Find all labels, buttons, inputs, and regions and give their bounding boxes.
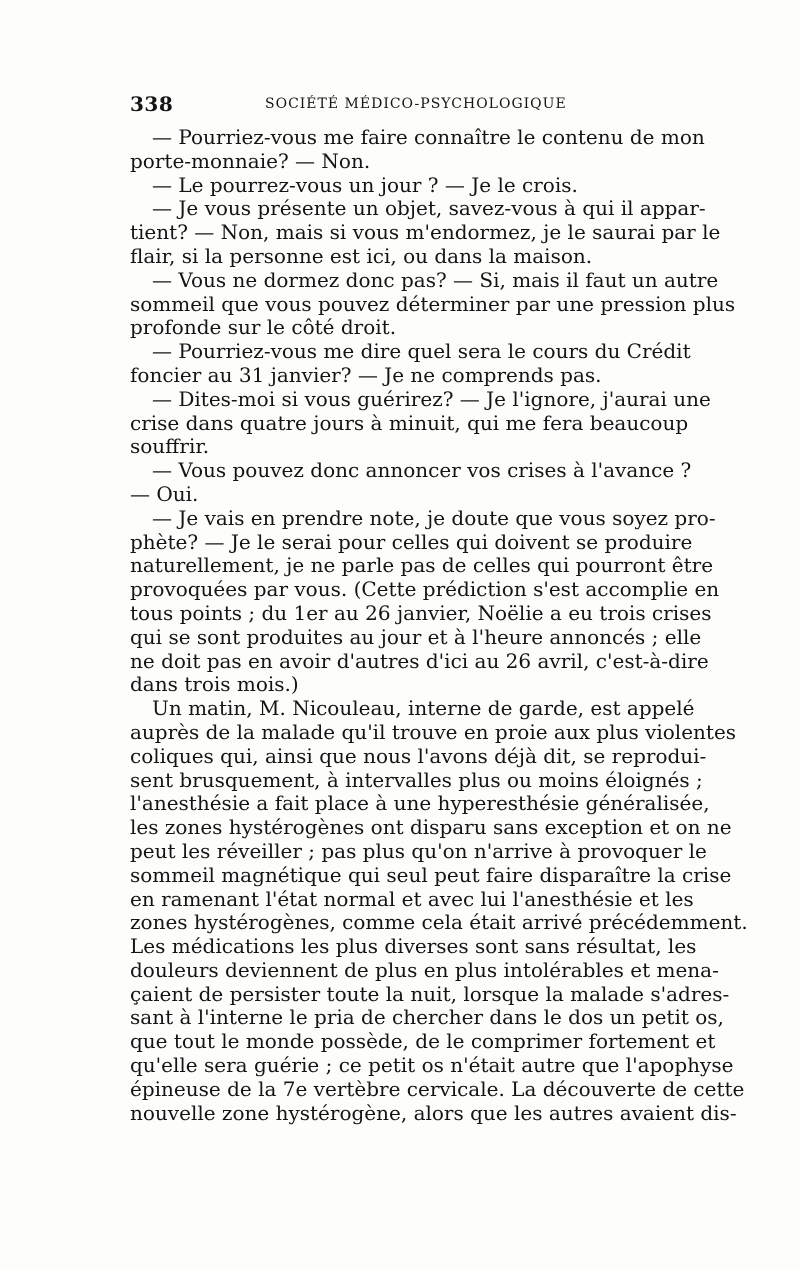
- text-line: douleurs deviennent de plus en plus intolérables et mena-: [130, 957, 719, 982]
- body-text: [130, 125, 748, 1125]
- page-number: 338: [130, 92, 174, 116]
- text-line: sommeil magnétique qui seul peut faire disparaître la crise: [130, 862, 732, 887]
- text-line: — Je vais en prendre note, je doute que vous soyez pro-: [152, 505, 716, 530]
- running-head: SOCIÉTÉ MÉDICO-PSYCHOLOGIQUE: [265, 96, 567, 112]
- text-line: — Le pourrez-vous un jour ? — Je le crois.: [152, 172, 578, 197]
- text-line: auprès de la malade qu'il trouve en proie aux plus violentes: [130, 719, 737, 744]
- text-line: — Vous ne dormez donc pas? — Si, mais il faut un autre: [152, 267, 719, 292]
- text-line: provoquées par vous. (Cette prédiction s'est accomplie en: [130, 577, 720, 602]
- text-line: tous points ; du 1er au 26 janvier, Noëlie a eu trois crises: [130, 600, 712, 625]
- text-line: zones hystérogènes, comme cela était arrivé précédemment.: [130, 910, 748, 935]
- text-line: foncier au 31 janvier? — Je ne comprends pas.: [130, 362, 602, 387]
- page-header: [130, 92, 675, 118]
- text-line: crise dans quatre jours à minuit, qui me fera beaucoup: [130, 410, 689, 435]
- text-line: dans trois mois.): [130, 672, 299, 697]
- text-line: peut les réveiller ; pas plus qu'on n'arrive à provoquer le: [130, 838, 707, 863]
- text-line: — Pourriez-vous me faire connaître le contenu de mon: [152, 125, 705, 149]
- text-line: — Dites-moi si vous guérirez? — Je l'ignore, j'aurai une: [152, 386, 711, 411]
- text-line: sent brusquement, à intervalles plus ou moins éloignés ;: [130, 767, 703, 792]
- text-line: coliques qui, ainsi que nous l'avons déjà dit, se reprodui-: [130, 743, 707, 768]
- text-line: sant à l'interne le pria de chercher dans le dos un petit os,: [130, 1005, 724, 1030]
- text-line: phète? — Je le serai pour celles qui doivent se produire: [130, 529, 693, 554]
- text-line: Les médications les plus diverses sont sans résultat, les: [130, 934, 697, 959]
- text-line: porte-monnaie? — Non.: [130, 148, 371, 173]
- text-line: sommeil que vous pouvez déterminer par une pression plus: [130, 291, 736, 316]
- text-line: — Pourriez-vous me dire quel sera le cours du Crédit: [152, 339, 691, 364]
- text-line: — Vous pouvez donc annoncer vos crises à l'avance ?: [152, 458, 692, 483]
- text-line: flair, si la personne est ici, ou dans la maison.: [130, 243, 593, 268]
- text-line: qui se sont produites au jour et à l'heure annoncés ; elle: [130, 624, 702, 649]
- text-line: — Je vous présente un objet, savez-vous à qui il appar-: [152, 196, 706, 221]
- text-line: çaient de persister toute la nuit, lorsque la malade s'adres-: [130, 981, 730, 1006]
- text-line: — Oui.: [130, 481, 199, 506]
- text-line: naturellement, je ne parle pas de celles qui pourront être: [130, 553, 714, 578]
- text-line: Un matin, M. Nicouleau, interne de garde, est appelé: [152, 696, 695, 721]
- text-line: ne doit pas en avoir d'autres d'ici au 26 avril, c'est-à-dire: [130, 648, 709, 673]
- text-line: épineuse de la 7e vertèbre cervicale. La découverte de cette: [130, 1076, 745, 1101]
- text-line: que tout le monde possède, de le comprimer fortement et: [130, 1029, 716, 1054]
- text-line: qu'elle sera guérie ; ce petit os n'était autre que l'apophyse: [130, 1053, 734, 1078]
- text-line: profonde sur le côté droit.: [130, 315, 397, 340]
- text-line: tient? — Non, mais si vous m'endormez, je le saurai par le: [130, 220, 721, 245]
- text-line: l'anesthésie a fait place à une hyperesthésie généralisée,: [130, 791, 710, 816]
- text-line: souffrir.: [130, 434, 210, 459]
- text-line: en ramenant l'état normal et avec lui l'anesthésie et les: [130, 886, 694, 911]
- text-line: les zones hystérogènes ont disparu sans exception et on ne: [130, 815, 732, 840]
- text-line: nouvelle zone hystérogène, alors que les autres avaient dis-: [130, 1100, 737, 1125]
